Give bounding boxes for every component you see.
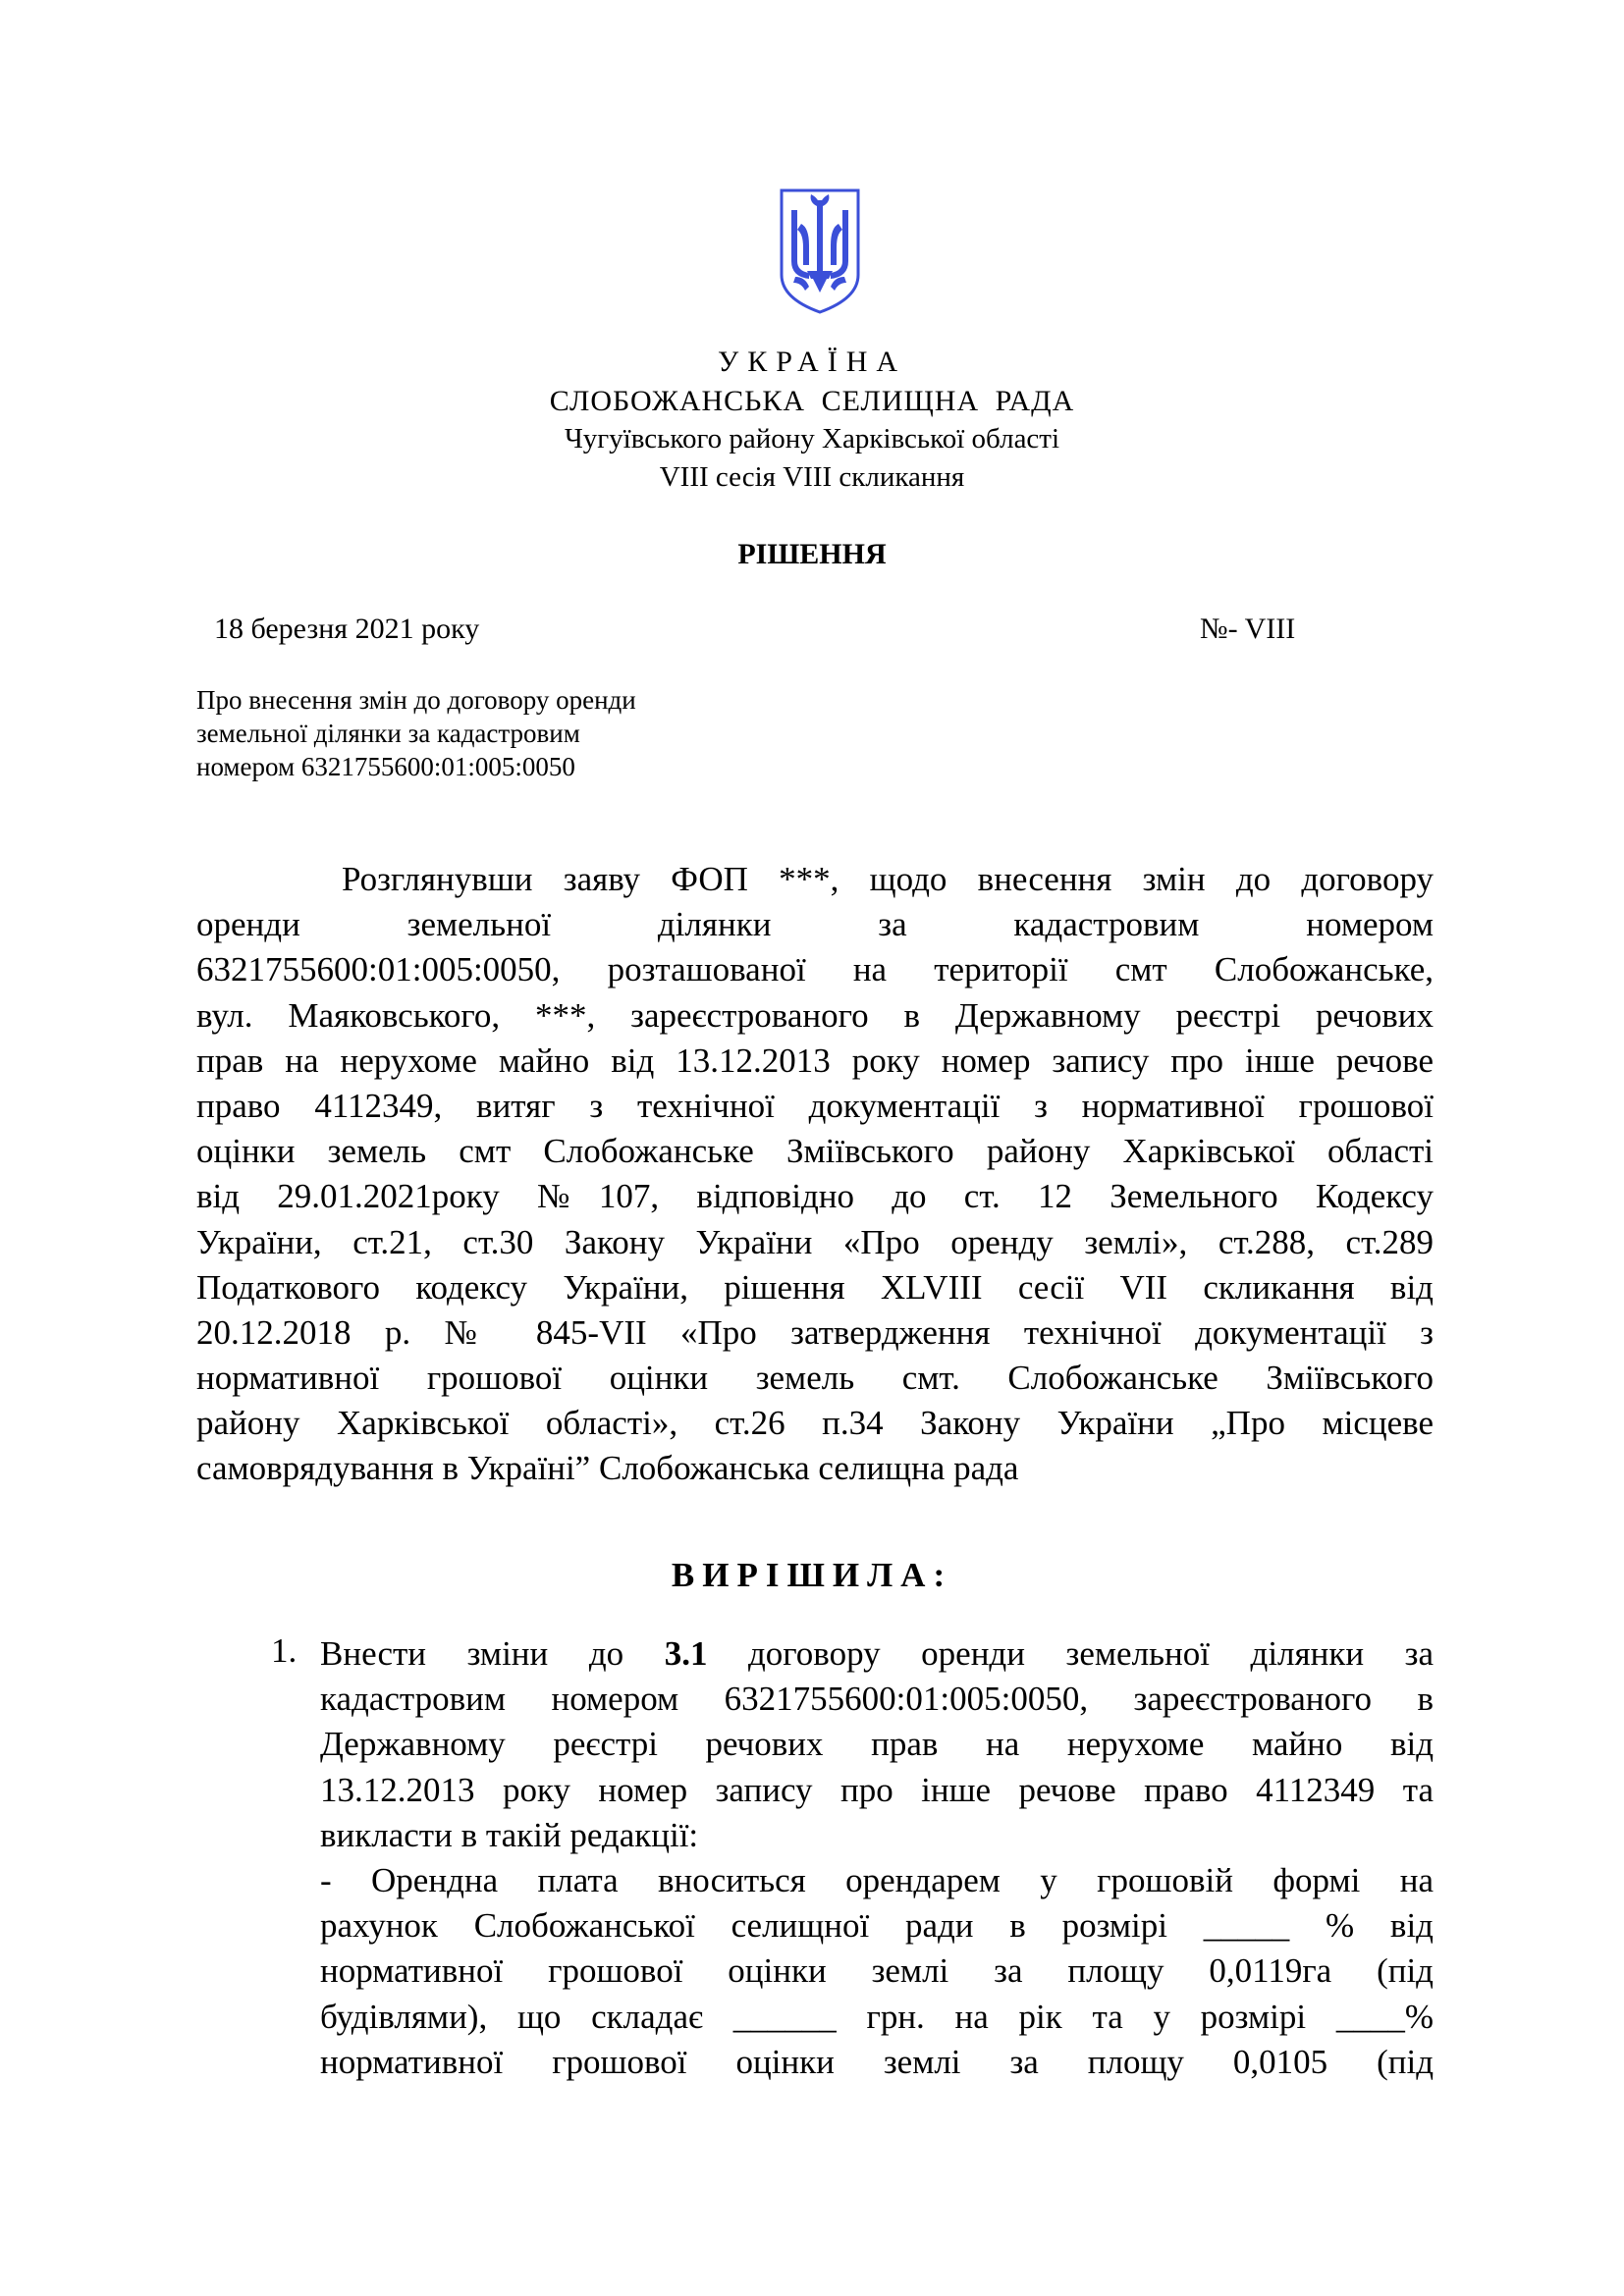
preamble-line: оцінки земель смт Слобожанське Зміївського району Харківської області	[196, 1132, 1434, 1171]
decision-subject	[196, 683, 746, 783]
preamble-line: право 4112349, витяг з технічної документації з нормативної грошової	[196, 1086, 1434, 1125]
preamble-line: самоврядування в Україні” Слобожанська селищна рада	[196, 1449, 1019, 1488]
preamble-line: України, ст.21, ст.30 Закону України «Про оренду землі», ст.288, ст.289	[196, 1222, 1434, 1261]
decision-date: 18 березня 2021 року	[214, 613, 480, 645]
decision-title: РІШЕННЯ	[737, 538, 887, 570]
preamble-line: нормативної грошової оцінки земель смт. Слобожанське Зміївського	[196, 1359, 1434, 1398]
item-line: будівлями), що складає ______ грн. на рік та у розмірі ____%	[320, 1997, 1434, 2036]
preamble-line: району Харківської області», ст.26 п.34 Закону України „Про місцеве	[196, 1404, 1434, 1443]
item-line: Державному реєстрі речових прав на нерухоме майно від	[320, 1725, 1434, 1764]
resolution-heading: ВИРІШИЛА:	[671, 1556, 953, 1594]
item-line: рахунок Слобожанської селищної ради в розмірі _____ % від	[320, 1906, 1434, 1946]
country-name: УКРАЇНА	[717, 346, 907, 378]
item-line: 13.12.2013 року номер запису про інше речове право 4112349 та	[320, 1770, 1434, 1809]
item-text: Внести зміни до	[320, 1634, 665, 1673]
coat-of-arms-icon	[776, 185, 864, 317]
item-text: договору оренди земельної ділянки за	[707, 1634, 1434, 1673]
district-name: Чугуївського району Харківської області	[564, 423, 1060, 454]
clause-number: 3.1	[664, 1634, 708, 1673]
preamble-paragraph	[196, 857, 1434, 1492]
item-line: викласти в такій редакції:	[320, 1815, 699, 1854]
preamble-line: прав на нерухоме майно від 13.12.2013 року номер запису про інше речове	[196, 1041, 1434, 1080]
preamble-line: Розглянувши заяву ФОП ***, щодо внесення змін до договору	[342, 860, 1434, 898]
item-line: кадастровим номером 6321755600:01:005:0050, зареєстрованого в	[320, 1680, 1434, 1719]
item-line: нормативної грошової оцінки землі за площу 0,0119га (під	[320, 1951, 1434, 1991]
resolution-item	[320, 1631, 1434, 2085]
subject-line: Про внесення змін до договору оренди	[196, 685, 636, 715]
preamble-line: вул. Маяковського, ***, зареєстрованого в Державному реєстрі речових	[196, 995, 1434, 1035]
preamble-line: 6321755600:01:005:0050, розташованої на території смт Слобожанське,	[196, 950, 1434, 989]
item-number: 1.	[271, 1631, 298, 1670]
subject-line: номером 6321755600:01:005:0050	[196, 752, 575, 781]
preamble-line: від 29.01.2021року №107, відповідно до ст. 12 Земельного Кодексу	[196, 1177, 1434, 1216]
decision-number: №- VIII	[1200, 613, 1296, 645]
session-label: VIII сесія VIII скликання	[659, 461, 965, 493]
item-line: нормативної грошової оцінки землі за площу 0,0105 (під	[320, 2042, 1434, 2081]
item-line	[320, 1631, 1434, 1677]
preamble-line: 20.12.2018 р. № 845-VII «Про затвердження технічної документації з	[196, 1312, 1434, 1352]
preamble-line: оренди земельної ділянки за кадастровим номером	[196, 905, 1434, 944]
council-name: СЛОБОЖАНСЬКА СЕЛИЩНА РАДА	[549, 385, 1075, 417]
preamble-line: Податкового кодексу України, рішення XLVIII сесії VII скликання від	[196, 1267, 1434, 1307]
subject-line: земельної ділянки за кадастровим	[196, 719, 580, 748]
item-line: - Орендна плата вноситься орендарем у грошовій формі на	[320, 1860, 1434, 1899]
